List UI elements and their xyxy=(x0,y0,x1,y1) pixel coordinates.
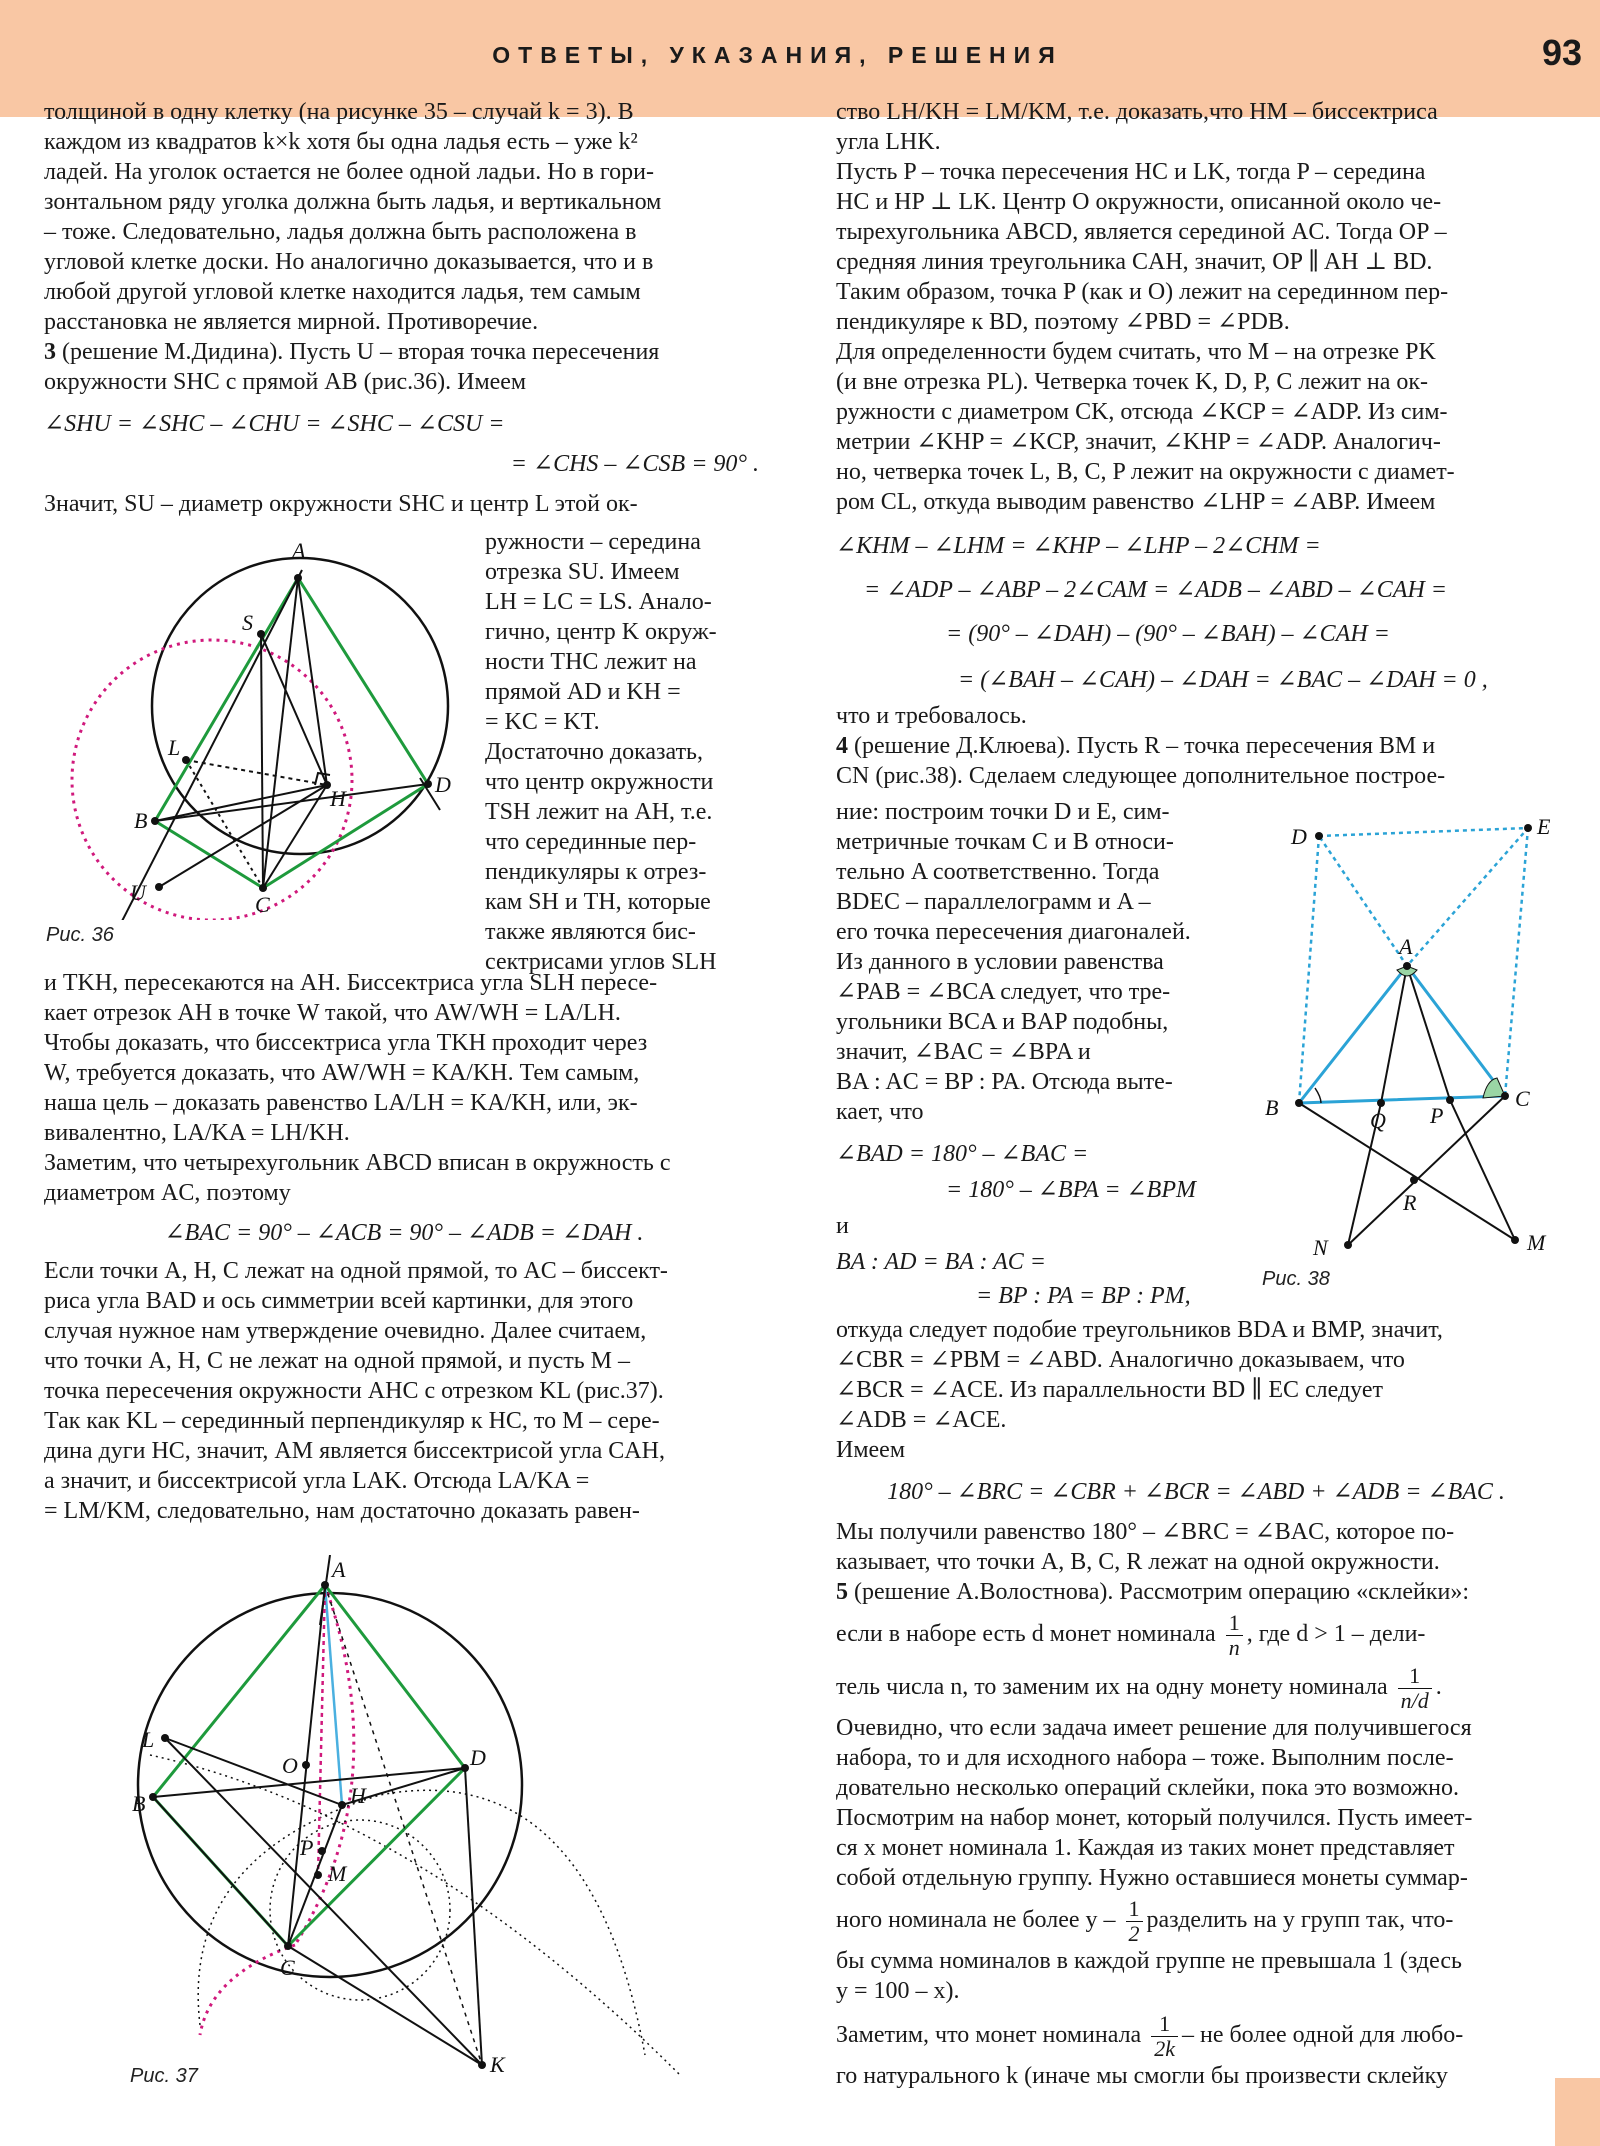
text-line: W, требуется доказать, что AW/WH = KA/KH. Тем самым, xyxy=(44,1060,640,1086)
label-B: B xyxy=(132,1791,146,1816)
text-line: Пусть P – точка пересечения HC и LK, тогда P – середина xyxy=(836,159,1426,185)
text-line: расстановка не является мирной. Противоречие. xyxy=(44,309,539,335)
label-Q: Q xyxy=(1370,1108,1386,1133)
line-LK xyxy=(165,1738,482,2065)
text-line: – тоже. Следовательно, ладья должна быть расположена в xyxy=(44,219,637,245)
text-line: собой отдельную группу. Нужно оставшиеся монеты суммар- xyxy=(836,1865,1468,1891)
text-line: = KC = KT. xyxy=(485,709,600,735)
text-line: пендикуляре к BD, поэтому ∠PBD = ∠PDB. xyxy=(836,309,1290,335)
label-M: M xyxy=(1527,1230,1546,1255)
text-line: ∠ADB = ∠ACE. xyxy=(836,1407,1007,1433)
fraction-1-n: $\frac{1}{n}$ xyxy=(1226,1611,1243,1660)
right-lower: откуда следует подобие треугольников BDA и BMP, значит, ∠CBR = ∠PBM = ∠ABD. Аналогично доказываем, что ∠BCR = ∠ACE. Из параллельности BD ∥ EC следует ∠ADB = ∠ACE. Имеем 180° – ∠BRC = ∠CBR + ∠BCR = ∠ABD + ∠ADB = ∠BAC . Мы получили равенство 180° – ∠BRC = ∠BAC, которое по- казывает, что точки A, B, C, R лежат на одной окружности. 5 (решение А.Волостнова). Рассмотрим операцию «склейки»: если в наборе есть d монет номинала $\frac{1}{n}$ , где d > 1 – дели- тель числа n, то заменим их на одну монету номинала $\frac{1}{n/d}$ . Очевидно, что если задача имеет решение для получившегося набора, то и для исходного набора – тоже. Выполним после- довательно несколько операций склейки, пока это возможно. Посмотрим на набор монет, который получился. Пусть имеет- ся x монет номинала 1. Каждая из таких монет представляет собой отдельную группу. Нужно оставшиеся монеты суммар- ного номинала не более y – $\frac{1}{2}$ разделить на y групп так, что- бы сумма номиналов в каждой группе не превышала 1 (здесь y = 100 – x). Заметим, что монет номинала $\frac{1}{2k}$ – не более одной для любо- го натурального k (иначе мы смогли бы произвести склейку xyxy=(836,1315,1556,2091)
line-LC xyxy=(186,760,263,888)
line-BH xyxy=(155,785,327,821)
label-C: C xyxy=(1515,1086,1530,1111)
fraction-1-nd: $\frac{1}{n/d}$ xyxy=(1398,1664,1432,1713)
text-line: Имеем xyxy=(836,1437,906,1463)
text-line: Очевидно, что если задача имеет решение для получившегося xyxy=(836,1715,1472,1741)
label-R: R xyxy=(1403,1190,1417,1215)
text-line: тель числа n, то заменим их на одну монету номинала xyxy=(836,1674,1388,1701)
text-line: точка пересечения окружности AHC с отрезком KL (рис.37). xyxy=(44,1378,664,1404)
text-line: откуда следует подобие треугольников BDA и BMP, значит, xyxy=(836,1317,1443,1343)
fraction-1-2k: $\frac{1}{2k}$ xyxy=(1151,2012,1178,2061)
triangle-DEA-dashed xyxy=(1319,828,1528,966)
text-line: если в наборе есть d монет номинала xyxy=(836,1621,1216,1648)
text-line: ∠BCR = ∠ACE. Из параллельности BD ∥ EC следует xyxy=(836,1377,1383,1403)
equation: ∠BAC = 90° – ∠ACB = 90° – ∠ADB = ∠DAH . xyxy=(164,1220,644,1246)
figure-37 xyxy=(120,1555,720,2090)
equation: = 180° – ∠BPA = ∠BPM xyxy=(946,1177,1196,1203)
text-line: ружности – середина xyxy=(485,529,701,555)
circle-SHC xyxy=(72,640,352,920)
text-line: – не более одной для любо- xyxy=(1181,2022,1464,2049)
line-BD xyxy=(155,784,428,821)
text-line: отрезка SU. Имеем xyxy=(485,559,680,585)
problem-number: 5 xyxy=(836,1579,848,1605)
text-line: , где d > 1 – дели- xyxy=(1246,1621,1426,1648)
line-DB xyxy=(1299,836,1319,1103)
label-S: S xyxy=(242,610,253,635)
problem-number: 4 xyxy=(836,733,848,759)
label-K: K xyxy=(490,2052,505,2077)
text-line: угловой клетке доски. Но аналогично доказывается, что и в xyxy=(44,249,654,275)
text-line: толщиной в одну клетку (на рисунке 35 – случай k = 3). В xyxy=(44,99,634,125)
text-line: что серединные пер- xyxy=(485,829,697,855)
text-line: окружности SHC с прямой AB (рис.36). Имеем xyxy=(44,369,527,395)
text-line: риса угла BAD и ось симметрии всей картинки, для этого xyxy=(44,1288,634,1314)
text-line: наша цель – доказать равенство LA/LH = KA/KH, или, эк- xyxy=(44,1090,638,1116)
line-AP xyxy=(1407,966,1450,1100)
label-H: H xyxy=(330,786,346,811)
equation: = ∠CHS – ∠CSB = 90° . xyxy=(510,451,759,477)
label-M: M xyxy=(328,1861,347,1886)
points-fig38 xyxy=(1295,824,1532,1249)
text-line: довательно несколько операций склейки, пока это возможно. xyxy=(836,1775,1459,1801)
angle-B xyxy=(1315,1088,1321,1103)
corner-tab xyxy=(1555,2078,1600,2146)
equation: = BP : PA = BP : PM, xyxy=(976,1283,1191,1309)
line-LH xyxy=(165,1738,342,1805)
text-line: BDEC – параллелограмм и A – xyxy=(836,889,1151,915)
text-line: случая нужное нам утверждение очевидно. Далее считаем, xyxy=(44,1318,647,1344)
label-C: C xyxy=(280,1955,295,1980)
text-line: что центр окружности xyxy=(485,769,714,795)
label-B: B xyxy=(1265,1095,1279,1120)
page-number: 93 xyxy=(1541,32,1582,73)
header-title: ОТВЕТЫ, УКАЗАНИЯ, РЕШЕНИЯ xyxy=(492,42,1063,68)
text-line: кает отрезок AH в точке W такой, что AW/WH = LA/LH. xyxy=(44,1000,621,1026)
text-line: Посмотрим на набор монет, который получился. Пусть имеет- xyxy=(836,1805,1473,1831)
text-line: Таким образом, точка P (как и O) лежит на серединном пер- xyxy=(836,279,1449,305)
text-line: ∠PAB = ∠BCA следует, что тре- xyxy=(836,979,1171,1005)
label-O: O xyxy=(282,1753,298,1778)
text-line: ство LH/KH = LM/KM, т.е. доказать,что HM – биссектриса xyxy=(836,99,1438,125)
equation: ∠BAD = 180° – ∠BAC = xyxy=(836,1141,1089,1167)
text-line: y = 100 – x). xyxy=(836,1978,960,2004)
text-line: Из данного в условии равенства xyxy=(836,949,1164,975)
equation: 180° – ∠BRC = ∠CBR + ∠BCR = ∠ABD + ∠ADB = ∠BAC . xyxy=(887,1479,1505,1505)
fig37-caption: Рис. 37 xyxy=(130,2065,198,2087)
text-line: набора, то и для исходного набора – тоже. Выполним после- xyxy=(836,1745,1454,1771)
label-P: P xyxy=(300,1835,314,1860)
label-C: C xyxy=(255,892,270,917)
text-line: = LM/KM, следовательно, нам достаточно доказать равен- xyxy=(44,1498,640,1524)
equation: ∠KHM – ∠LHM = ∠KHP – ∠LHP – 2∠CHM = xyxy=(836,533,1321,559)
text-line: (решение М.Дидина). Пусть U – вторая точка пересечения xyxy=(62,339,660,365)
text-line: Заметим, что монет номинала xyxy=(836,2022,1142,2049)
intro-text xyxy=(44,97,759,337)
label-U: U xyxy=(130,880,146,905)
equation: = (90° – ∠DAH) – (90° – ∠BAH) – ∠CAH = xyxy=(946,621,1390,647)
text-line: Достаточно доказать, xyxy=(485,739,704,765)
label-H: H xyxy=(350,1783,366,1808)
line-DK xyxy=(465,1768,482,2065)
triangle-ABC xyxy=(1299,966,1505,1103)
text-line: угольники BCA и BAP подобны, xyxy=(836,1009,1169,1035)
text-line: тырехугольника ABCD, является серединой AC. Тогда OP – xyxy=(836,219,1447,245)
text-line: HC и HP ⊥ LK. Центр O окружности, описанной около че- xyxy=(836,189,1442,215)
label-L: L xyxy=(168,735,181,760)
text-line: ладей. На уголок остается не более одной ладьи. Но в гори- xyxy=(44,159,654,185)
text-line: (и вне отрезка PL). Четверка точек K, D, P, C лежит на ок- xyxy=(836,369,1429,395)
text-line: TSH лежит на AH, т.е. xyxy=(485,799,713,825)
label-A: A xyxy=(292,538,306,563)
fig36-caption: Рис. 36 xyxy=(46,924,114,946)
text-line: угла LHK. xyxy=(836,129,941,155)
figure-36 xyxy=(40,530,490,920)
label-E: E xyxy=(1537,814,1551,839)
circle-KDPC xyxy=(150,1755,680,2075)
text-line: кам SH и TH, которые xyxy=(485,889,711,915)
text-line: и xyxy=(836,1213,849,1239)
text-line: значит, ∠BAC = ∠BPA и xyxy=(836,1039,1091,1065)
text-line: сектрисами углов SLH xyxy=(485,949,717,975)
line-EC xyxy=(1505,828,1528,1096)
label-B: B xyxy=(134,808,148,833)
fig36-side-text xyxy=(485,527,765,977)
text-line: CN (рис.38). Сделаем следующее дополнительное построе- xyxy=(836,763,1446,789)
label-N: N xyxy=(1313,1235,1328,1260)
line-LH xyxy=(186,760,327,785)
text-line: его точка пересечения диагоналей. xyxy=(836,919,1191,945)
text-line: (решение Д.Клюева). Пусть R – точка пересечения BM и xyxy=(854,733,1436,759)
text-line: гично, центр K окруж- xyxy=(485,619,717,645)
label-D: D xyxy=(1291,824,1307,849)
line-AK xyxy=(325,1585,482,2065)
text-line: пендикуляры к отрез- xyxy=(485,859,707,885)
text-line: ного номинала не более y – xyxy=(836,1907,1116,1934)
text-line: любой другой угловой клетке находится ладья, тем самым xyxy=(44,279,641,305)
text-line: средняя линия треугольника CAH, значит, OP ∥ AH ⊥ BD. xyxy=(836,249,1433,275)
text-line: Так как KL – серединный перпендикуляр к HC, то M – сере- xyxy=(44,1408,660,1434)
text-line: ∠CBR = ∠PBM = ∠ABD. Аналогично доказываем, что xyxy=(836,1347,1405,1373)
label-L: L xyxy=(142,1727,155,1752)
text-line: тельно A соответственно. Тогда xyxy=(836,859,1160,885)
label-P: P xyxy=(1430,1103,1444,1128)
text-line: Заметим, что четырехугольник ABCD вписан в окружность с xyxy=(44,1150,671,1176)
text-line: также являются бис- xyxy=(485,919,696,945)
label-D: D xyxy=(435,772,451,797)
text-line: разделить на y групп так, что- xyxy=(1146,1907,1454,1934)
text-line: BA : AC = BP : PA. Отсюда выте- xyxy=(836,1069,1173,1095)
text-line: что точки A, H, C не лежат на одной прямой, и пусть M – xyxy=(44,1348,630,1374)
text-line: метричные точкам C и B относи- xyxy=(836,829,1174,855)
equation: = (∠BAH – ∠CAH) – ∠DAH = ∠BAC – ∠DAH = 0 , xyxy=(958,667,1488,693)
fig38-caption: Рис. 38 xyxy=(1262,1268,1330,1290)
problem-number: 3 xyxy=(44,339,56,365)
circumcircle xyxy=(152,558,448,854)
text-line: бы сумма номиналов в каждой группе не превышала 1 (здесь xyxy=(836,1948,1462,1974)
text-line: прямой AD и KH = xyxy=(485,679,681,705)
text-line: что и требовалось. xyxy=(836,703,1027,729)
text-line: (решение А.Волостнова). Рассмотрим операцию «склейки»: xyxy=(854,1579,1470,1605)
text-line: ние: построим точки D и E, сим- xyxy=(836,799,1170,825)
text-line: ром CL, откуда выводим равенство ∠LHP = ∠ABP. Имеем xyxy=(836,489,1436,515)
text-line: дина дуги HC, значит, AM является биссектрисой угла CAH, xyxy=(44,1438,665,1464)
text-line: а значит, и биссектрисой угла LAK. Отсюда LA/KA = xyxy=(44,1468,590,1494)
text-line: зонтальном ряду уголка должна быть ладья, и вертикальном xyxy=(44,189,662,215)
text-line: ружности с диаметром CK, отсюда ∠KCP = ∠ADP. Из сим- xyxy=(836,399,1448,425)
fraction-1-2: $\frac{1}{2}$ xyxy=(1126,1897,1143,1946)
line-CB xyxy=(153,1797,288,1946)
text-line: кает, что xyxy=(836,1099,924,1125)
equation: ∠SHU = ∠SHC – ∠CHU = ∠SHC – ∠CSU = xyxy=(44,411,505,437)
text-line: но, четверка точек L, B, C, P лежит на окружности с диамет- xyxy=(836,459,1455,485)
text-line: каждом из квадратов k×k хотя бы одна ладья есть – уже k² xyxy=(44,129,638,155)
label-D: D xyxy=(470,1745,486,1770)
text-line: ности THC лежит на xyxy=(485,649,697,675)
text-line: Для определенности будем считать, что M – на отрезке PK xyxy=(836,339,1436,365)
text-line: LH = LC = LS. Анало- xyxy=(485,589,712,615)
label-A: A xyxy=(332,1557,346,1582)
equation: = ∠ADP – ∠ABP – 2∠CAM = ∠ADB – ∠ABD – ∠CAH = xyxy=(864,577,1447,603)
label-A: A xyxy=(1399,934,1413,959)
text-line: Если точки A, H, C лежат на одной прямой, то AC – биссект- xyxy=(44,1258,668,1284)
text-line: Мы получили равенство 180° – ∠BRC = ∠BAC, которое по- xyxy=(836,1519,1455,1545)
left-column xyxy=(44,97,759,519)
left-continuation xyxy=(44,968,764,1526)
right-column xyxy=(836,97,1556,791)
fig38-side-text xyxy=(836,797,1246,1311)
text-line: го натурального k (иначе мы смогли бы произвести склейку xyxy=(836,2063,1448,2089)
text-line: Значит, SU – диаметр окружности SHC и центр L этой ок- xyxy=(44,491,638,517)
line-AH xyxy=(325,1585,342,1805)
equation: BA : AD = BA : AC = xyxy=(836,1249,1046,1275)
text-line: диаметром AC, поэтому xyxy=(44,1180,291,1206)
text-line: и TKH, пересекаются на AH. Биссектриса угла SLH пересе- xyxy=(44,970,658,996)
text-line: вивалентно, LA/KA = LH/KH. xyxy=(44,1120,350,1146)
figure-38 xyxy=(1265,810,1585,1280)
text-line: казывает, что точки A, B, C, R лежат на одной окружности. xyxy=(836,1549,1440,1575)
line-AQ xyxy=(1381,966,1407,1103)
text-line: Чтобы доказать, что биссектриса угла TKH проходит через xyxy=(44,1030,648,1056)
text-line: метрии ∠KHP = ∠KCP, значит, ∠KHP = ∠ADP. Аналогич- xyxy=(836,429,1441,455)
text-line: ся x монет номинала 1. Каждая из таких монет представляет xyxy=(836,1835,1455,1861)
